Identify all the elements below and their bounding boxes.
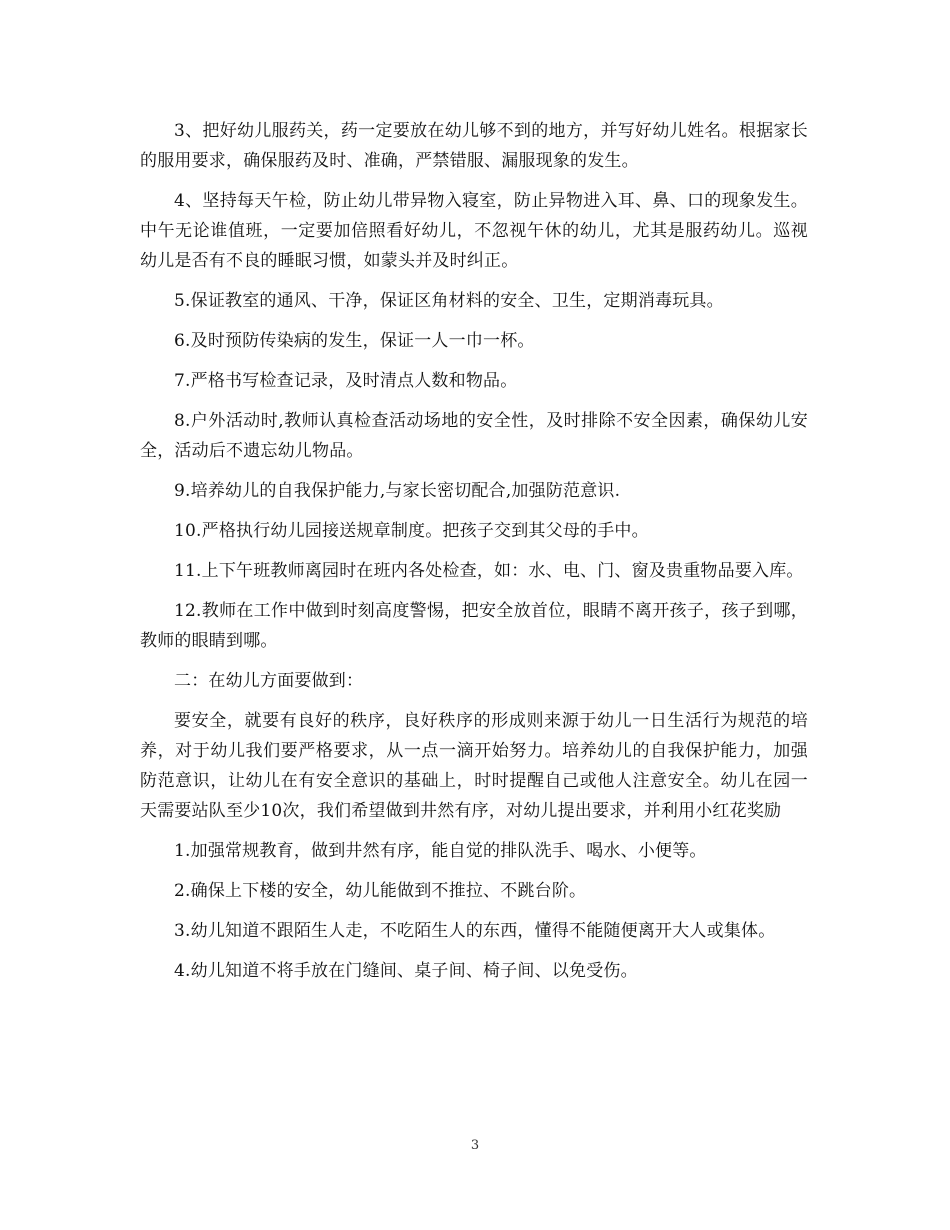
paragraph: 7.严格书写检查记录，及时清点人数和物品。 — [174, 371, 518, 391]
paragraph: 3、把好幼儿服药关，药一定要放在幼儿够不到的地方，并写好幼儿姓名。根据家长的服用要求，确保服药及时、准确，严禁错服、漏服现象的发生。 — [140, 121, 808, 171]
paragraph: 11.上下午班教师离园时在班内各处检查，如：水、电、门、窗及贵重物品要入库。 — [174, 561, 804, 581]
paragraph: 6.及时预防传染病的发生，保证一人一巾一杯。 — [174, 331, 535, 351]
document-body — [140, 116, 808, 996]
page-number: 3 — [470, 1138, 480, 1153]
paragraph: 9.培养幼儿的自我保护能力,与家长密切配合,加强防范意识. — [174, 481, 621, 501]
paragraph: 3.幼儿知道不跟陌生人走，不吃陌生人的东西，懂得不能随便离开大人或集体。 — [174, 921, 776, 941]
paragraph: 5.保证教室的通风、干净，保证区角材料的安全、卫生，定期消毒玩具。 — [174, 291, 724, 311]
section-heading: 二：在幼儿方面要做到： — [174, 671, 364, 691]
paragraph: 8.户外活动时,教师认真检查活动场地的安全性，及时排除不安全因素，确保幼儿安全，活动后不遗忘幼儿物品。 — [140, 411, 808, 461]
paragraph: 10.严格执行幼儿园接送规章制度。把孩子交到其父母的手中。 — [174, 521, 649, 541]
paragraph: 1.加强常规教育，做到井然有序，能自觉的排队洗手、喝水、小便等。 — [174, 841, 707, 861]
paragraph: 4.幼儿知道不将手放在门缝间、桌子间、椅子间、以免受伤。 — [174, 961, 638, 981]
paragraph: 2.确保上下楼的安全，幼儿能做到不推拉、不跳台阶。 — [174, 881, 587, 901]
paragraph: 4、坚持每天午检，防止幼儿带异物入寝室，防止异物进入耳、鼻、口的现象发生。中午无论谁值班，一定要加倍照看好幼儿，不忽视午休的幼儿，尤其是服药幼儿。巡视幼儿是否有不良的睡眠习惯，如蒙头并及时纠正。 — [140, 191, 808, 271]
paragraph: 要安全，就要有良好的秩序，良好秩序的形成则来源于幼儿一日生活行为规范的培养，对于幼儿我们要严格要求，从一点一滴开始努力。培养幼儿的自我保护能力，加强防范意识，让幼儿在有安全意识的基础上，时时提醒自己或他人注意安全。幼儿在园一天需要站队至少10次，我们希望做到井然有序，对幼儿提出要求，并利用小红花奖励 — [140, 711, 808, 821]
paragraph: 12.教师在工作中做到时刻高度警惕，把安全放首位，眼睛不离开孩子，孩子到哪，教师的眼睛到哪。 — [140, 601, 808, 651]
